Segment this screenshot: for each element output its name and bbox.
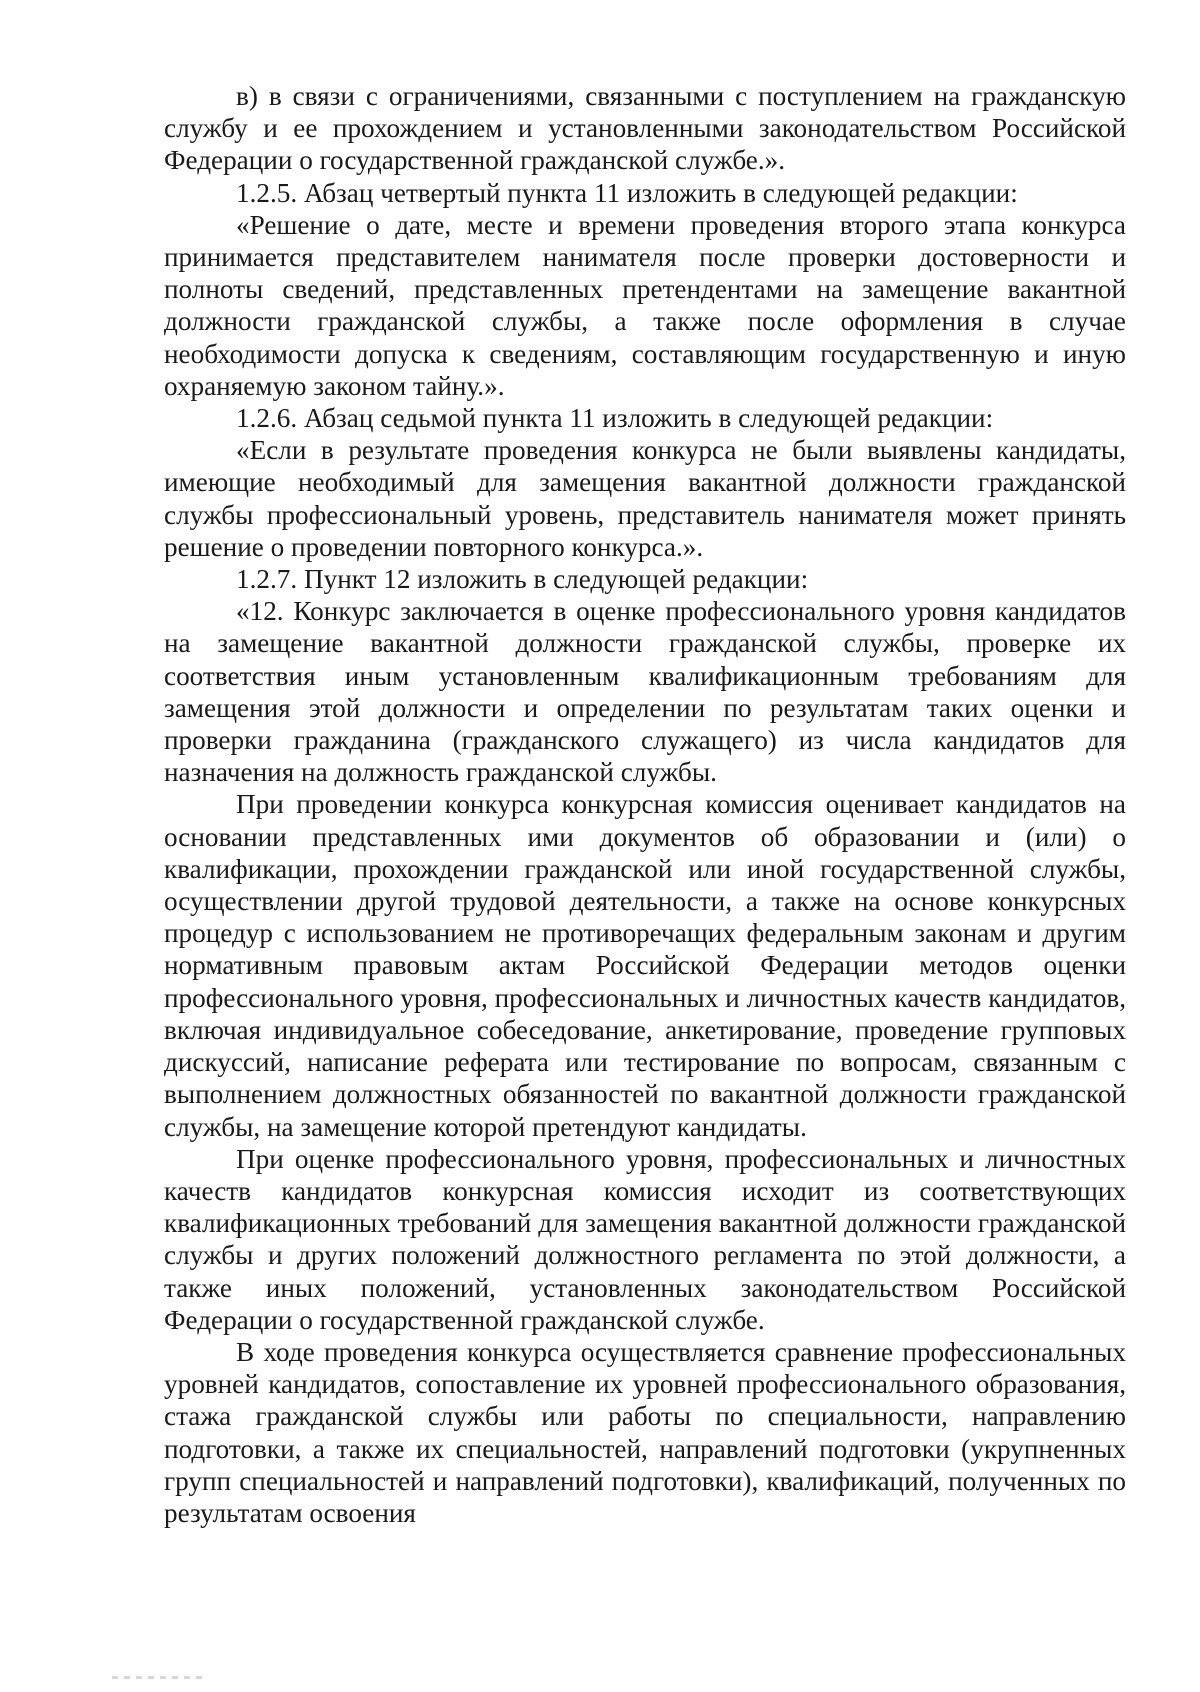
paragraph-2: 1.2.5. Абзац четвертый пункта 11 изложить в следующей редакции:: [236, 177, 1018, 208]
paragraph-6: 1.2.7. Пункт 12 изложить в следующей редакции:: [236, 564, 809, 595]
document-body: [164, 80, 1126, 1529]
paragraph-3: «Решение о дате, месте и времени проведения второго этапа конкурса принимается представителем нанимателя после проверки достоверности и полноты сведений, представленных претендентами на замещение вакантной должности гражданской службы, а также после оформления в случае необходимости допуска к сведениям, составляющим государственную и иную охраняемую законом тайну.».: [164, 209, 1126, 401]
scan-artifact: [112, 1676, 202, 1679]
paragraph-10: В ходе проведения конкурса осуществляется сравнение профессиональных уровней кандидатов, сопоставление их уровней профессионального образования, стажа гражданской службы или работы по специальности, направлению подготовки, а также их специальностей, направлений подготовки (укрупненных групп специальностей и направлений подготовки), квалификаций, полученных по результатам освоения: [164, 1336, 1126, 1528]
paragraph-4: 1.2.6. Абзац седьмой пункта 11 изложить в следующей редакции:: [236, 403, 994, 434]
paragraph-9: При оценке профессионального уровня, профессиональных и личностных качеств кандидатов конкурсная комиссия исходит из соответствующих квалификационных требований для замещения вакантной должности гражданской службы и других положений должностного регламента по этой должности, а также иных положений, установленных законодательством Российской Федерации о государственной гражданской службе.: [164, 1143, 1126, 1335]
paragraph-5: «Если в результате проведения конкурса не были выявлены кандидаты, имеющие необходимый для замещения вакантной должности гражданской службы профессиональный уровень, представитель нанимателя может принять решение о проведении повторного конкурса.».: [164, 435, 1126, 562]
paragraph-7: «12. Конкурс заключается в оценке профессионального уровня кандидатов на замещение вакантной должности гражданской службы, проверке их соответствия иным установленным квалификационным требованиям для замещения этой должности и определении по результатам таких оценки и проверки гражданина (гражданского служащего) из числа кандидатов для назначения на должность гражданской службы.: [164, 596, 1126, 788]
paragraph-8: При проведении конкурса конкурсная комиссия оценивает кандидатов на основании представленных ими документов об образовании и (или) о квалификации, прохождении гражданской или иной государственной службы, осуществлении другой трудовой деятельности, а также на основе конкурсных процедур с использованием не противоречащих федеральным законам и другим нормативным правовым актам Российской Федерации методов оценки профессионального уровня, профессиональных и личностных качеств кандидатов, включая индивидуальное собеседование, анкетирование, проведение групповых дискуссий, написание реферата или тестирование по вопросам, связанным с выполнением должностных обязанностей по вакантной должности гражданской службы, на замещение которой претендуют кандидаты.: [164, 789, 1126, 1142]
paragraph-1: в) в связи с ограничениями, связанными с поступлением на гражданскую службу и ее прохождением и установленными законодательством Российской Федерации о государственной гражданской службе.».: [164, 81, 1126, 176]
